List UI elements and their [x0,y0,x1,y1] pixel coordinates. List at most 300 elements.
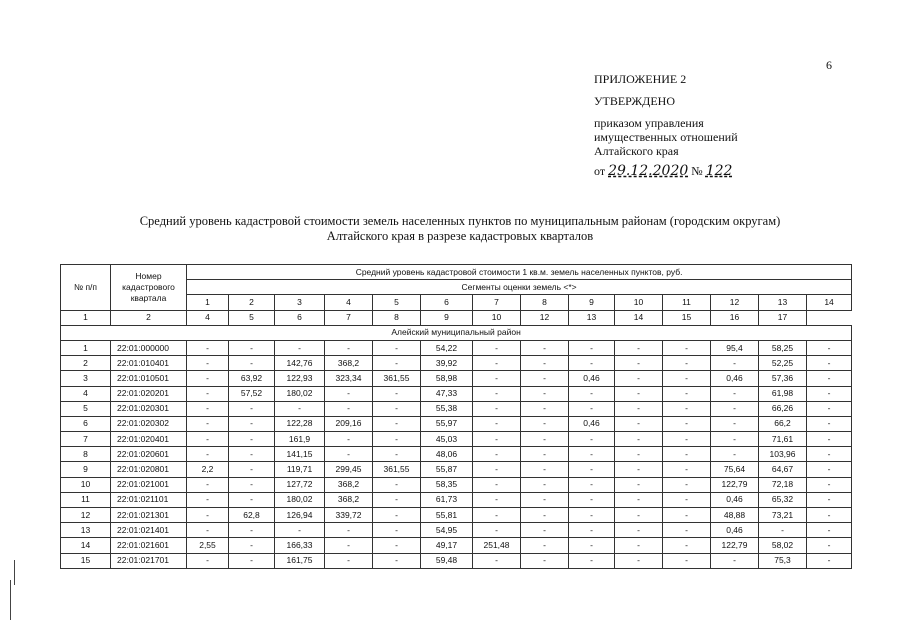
row-number-cell: 1 [61,340,111,355]
value-cell: - [711,386,759,401]
value-cell: - [521,523,569,538]
value-cell: - [807,386,852,401]
value-cell: - [229,538,275,553]
row-number-cell: 12 [61,508,111,523]
segment-number-cell: 3 [275,295,325,310]
value-cell: 72,18 [759,477,807,492]
value-cell: - [325,538,373,553]
segment-number-cell: 7 [473,295,521,310]
value-cell: - [663,477,711,492]
value-cell: - [187,508,229,523]
table-row [61,356,852,371]
value-cell: 48,88 [711,508,759,523]
value-cell: - [663,523,711,538]
title-line-1: Средний уровень кадастровой стоимости земель населенных пунктов по муниципальным районам (городским округам) [139,214,781,228]
value-cell: - [569,538,615,553]
col-quarter-header: Номер кадастрового квартала [111,265,187,311]
table-row [61,492,852,507]
value-cell: - [373,523,421,538]
value-cell: - [473,477,521,492]
value-cell: - [569,356,615,371]
quarter-number-cell: 22:01:021701 [111,553,187,568]
column-index-cell: 14 [615,310,663,325]
value-cell: - [615,356,663,371]
value-cell: - [229,553,275,568]
cadastral-value-table [60,264,852,569]
table-row [61,447,852,462]
column-index-cell: 15 [663,310,711,325]
value-cell: - [807,523,852,538]
value-cell: - [373,432,421,447]
table-row [61,508,852,523]
value-cell: - [569,523,615,538]
value-cell: - [807,538,852,553]
value-cell: 339,72 [325,508,373,523]
value-cell: 66,26 [759,401,807,416]
number-prefix: № [691,164,703,178]
value-cell: 299,45 [325,462,373,477]
value-cell: 39,92 [421,356,473,371]
quarter-number-cell: 22:01:020801 [111,462,187,477]
row-number-cell: 8 [61,447,111,462]
value-cell: - [473,416,521,431]
value-cell: - [615,340,663,355]
row-number-cell: 2 [61,356,111,371]
value-cell: - [473,523,521,538]
table-row [61,538,852,553]
value-cell: - [807,447,852,462]
value-cell: - [473,401,521,416]
value-cell: - [711,553,759,568]
value-cell: 47,33 [421,386,473,401]
value-cell: 251,48 [473,538,521,553]
column-index-cell: 7 [325,310,373,325]
value-cell: - [663,553,711,568]
column-index-cell: 17 [759,310,807,325]
quarter-number-cell: 22:01:020201 [111,386,187,401]
main-header: Средний уровень кадастровой стоимости 1 кв.м. земель населенных пунктов, руб. [187,265,852,280]
value-cell: - [373,386,421,401]
quarter-number-cell: 22:01:010401 [111,356,187,371]
value-cell: 65,32 [759,492,807,507]
quarter-number-cell: 22:01:020601 [111,447,187,462]
approval-block [594,72,738,178]
value-cell: 55,87 [421,462,473,477]
margin-mark [10,580,11,620]
value-cell: - [473,553,521,568]
table-row [61,386,852,401]
value-cell: - [473,386,521,401]
row-number-cell: 3 [61,371,111,386]
value-cell: - [663,371,711,386]
value-cell: 55,81 [421,508,473,523]
segment-number-cell: 10 [615,295,663,310]
value-cell: - [473,462,521,477]
value-cell: 2,55 [187,538,229,553]
quarter-number-cell: 22:01:010501 [111,371,187,386]
value-cell: - [521,416,569,431]
value-cell: - [187,401,229,416]
value-cell: 368,2 [325,356,373,371]
value-cell: - [807,356,852,371]
value-cell: - [711,447,759,462]
value-cell: 75,3 [759,553,807,568]
table-row [61,553,852,568]
value-cell: - [229,447,275,462]
row-number-cell: 4 [61,386,111,401]
value-cell: 54,95 [421,523,473,538]
segment-number-cell: 2 [229,295,275,310]
order-date-line [594,164,738,178]
value-cell: - [473,432,521,447]
value-cell: 57,36 [759,371,807,386]
value-cell: - [373,416,421,431]
value-cell: - [473,508,521,523]
title-line-2: Алтайского края в разрезе кадастровых кварталов [326,229,594,243]
value-cell: 48,06 [421,447,473,462]
value-cell: - [569,492,615,507]
value-cell: - [229,340,275,355]
value-cell: - [807,371,852,386]
value-cell: - [325,401,373,416]
value-cell: - [187,416,229,431]
value-cell: - [521,538,569,553]
value-cell: - [325,447,373,462]
value-cell: - [615,401,663,416]
value-cell: - [615,523,663,538]
row-number-cell: 14 [61,538,111,553]
value-cell: - [373,340,421,355]
value-cell: 0,46 [711,492,759,507]
value-cell: 0,46 [711,523,759,538]
value-cell: - [473,492,521,507]
value-cell: - [807,416,852,431]
value-cell: - [663,538,711,553]
value-cell: - [473,447,521,462]
value-cell: - [615,508,663,523]
value-cell: 58,35 [421,477,473,492]
value-cell: 368,2 [325,477,373,492]
value-cell: - [229,462,275,477]
value-cell: - [275,401,325,416]
value-cell: - [325,523,373,538]
value-cell: 0,46 [711,371,759,386]
value-cell: - [663,432,711,447]
value-cell: - [473,371,521,386]
value-cell: - [187,340,229,355]
value-cell: 180,02 [275,386,325,401]
column-index-cell: 13 [569,310,615,325]
value-cell: - [807,340,852,355]
segment-number-cell: 9 [569,295,615,310]
value-cell: 54,22 [421,340,473,355]
value-cell: - [275,523,325,538]
value-cell: - [615,447,663,462]
value-cell: 103,96 [759,447,807,462]
value-cell: - [187,356,229,371]
value-cell: 166,33 [275,538,325,553]
value-cell: 95,4 [711,340,759,355]
value-cell: - [187,523,229,538]
value-cell: 361,55 [373,371,421,386]
value-cell: 58,98 [421,371,473,386]
value-cell: 0,46 [569,416,615,431]
value-cell: - [373,477,421,492]
value-cell: - [521,492,569,507]
value-cell: - [521,371,569,386]
value-cell: - [325,432,373,447]
value-cell: - [521,462,569,477]
value-cell: 66,2 [759,416,807,431]
value-cell: 61,98 [759,386,807,401]
segments-header: Сегменты оценки земель <*> [187,280,852,295]
row-number-cell: 10 [61,477,111,492]
value-cell: - [711,401,759,416]
segment-number-cell: 1 [187,295,229,310]
value-cell: 58,02 [759,538,807,553]
value-cell: - [569,462,615,477]
value-cell: 122,28 [275,416,325,431]
order-number: 122 [705,163,733,179]
value-cell: - [187,553,229,568]
table-row [61,462,852,477]
value-cell: 141,15 [275,447,325,462]
value-cell: - [807,401,852,416]
value-cell: - [615,416,663,431]
segment-number-cell: 4 [325,295,373,310]
value-cell: - [521,356,569,371]
value-cell: - [615,477,663,492]
value-cell: - [807,462,852,477]
value-cell: - [229,432,275,447]
column-index-cell: 9 [421,310,473,325]
value-cell: - [373,401,421,416]
value-cell: 127,72 [275,477,325,492]
table-row [61,371,852,386]
value-cell: 61,73 [421,492,473,507]
margin-mark [14,560,15,585]
document-title [60,214,860,244]
approved-label: УТВЕРЖДЕНО [594,94,676,108]
table-row [61,432,852,447]
row-number-cell: 7 [61,432,111,447]
value-cell: 64,67 [759,462,807,477]
page-number: 6 [826,58,832,72]
value-cell: 122,93 [275,371,325,386]
value-cell: - [615,492,663,507]
value-cell: - [229,523,275,538]
quarter-number-cell: 22:01:021301 [111,508,187,523]
value-cell: - [807,432,852,447]
value-cell: - [187,477,229,492]
value-cell: - [663,386,711,401]
order-line-3: Алтайского края [594,144,679,158]
order-line-2: имущественных отношений [594,130,738,144]
value-cell: - [663,356,711,371]
value-cell: 73,21 [759,508,807,523]
value-cell: - [373,508,421,523]
segment-number-cell: 6 [421,295,473,310]
value-cell: - [569,553,615,568]
value-cell: - [759,523,807,538]
row-number-cell: 6 [61,416,111,431]
order-line-1: приказом управления [594,116,704,130]
value-cell: - [807,477,852,492]
value-cell: - [663,492,711,507]
value-cell: 75,64 [711,462,759,477]
value-cell: - [373,356,421,371]
value-cell: - [373,492,421,507]
value-cell: 122,79 [711,538,759,553]
column-index-cell: 1 [61,310,111,325]
quarter-number-cell: 22:01:021601 [111,538,187,553]
value-cell: 161,9 [275,432,325,447]
appendix-label: ПРИЛОЖЕНИЕ 2 [594,72,687,86]
column-index-cell: 12 [521,310,569,325]
quarter-number-cell: 22:01:020302 [111,416,187,431]
value-cell: - [663,340,711,355]
value-cell: - [663,508,711,523]
value-cell: - [373,553,421,568]
value-cell: 142,76 [275,356,325,371]
date-prefix: от [594,164,606,178]
value-cell: - [187,492,229,507]
value-cell: - [807,492,852,507]
column-index-cell: 5 [229,310,275,325]
value-cell: - [615,432,663,447]
district-heading: Алейский муниципальный район [61,325,852,340]
quarter-number-cell: 22:01:021401 [111,523,187,538]
value-cell: - [187,447,229,462]
column-index-cell: 16 [711,310,759,325]
value-cell: - [711,356,759,371]
value-cell: - [615,553,663,568]
value-cell: 122,79 [711,477,759,492]
value-cell: - [521,477,569,492]
value-cell: 62,8 [229,508,275,523]
value-cell: 209,16 [325,416,373,431]
value-cell: 361,55 [373,462,421,477]
row-number-cell: 15 [61,553,111,568]
value-cell: - [807,508,852,523]
value-cell: - [615,371,663,386]
row-number-cell: 13 [61,523,111,538]
quarter-number-cell: 22:01:020301 [111,401,187,416]
column-index-cell: 2 [111,310,187,325]
value-cell: 55,38 [421,401,473,416]
value-cell: 49,17 [421,538,473,553]
value-cell: - [663,462,711,477]
value-cell: - [521,553,569,568]
value-cell: - [807,553,852,568]
value-cell: 63,92 [229,371,275,386]
quarter-number-cell: 22:01:021001 [111,477,187,492]
segment-number-cell: 11 [663,295,711,310]
value-cell: - [373,447,421,462]
value-cell: - [521,508,569,523]
value-cell: - [521,447,569,462]
value-cell: 180,02 [275,492,325,507]
value-cell: - [521,386,569,401]
value-cell: - [473,340,521,355]
value-cell: 368,2 [325,492,373,507]
value-cell: - [663,447,711,462]
value-cell: - [569,508,615,523]
column-index-row [61,310,852,325]
value-cell: 45,03 [421,432,473,447]
value-cell: 119,71 [275,462,325,477]
value-cell: - [663,401,711,416]
value-cell: - [569,386,615,401]
quarter-number-cell: 22:01:020401 [111,432,187,447]
value-cell: - [615,538,663,553]
value-cell: 323,34 [325,371,373,386]
row-number-cell: 5 [61,401,111,416]
value-cell: 2,2 [187,462,229,477]
value-cell: - [569,447,615,462]
value-cell: - [187,432,229,447]
row-number-cell: 11 [61,492,111,507]
table-row [61,477,852,492]
segment-number-cell: 14 [807,295,852,310]
segment-number-cell: 5 [373,295,421,310]
value-cell: 52,25 [759,356,807,371]
value-cell: - [615,386,663,401]
value-cell: - [521,340,569,355]
segment-number-cell: 13 [759,295,807,310]
value-cell: 0,46 [569,371,615,386]
order-date: 29.12.2020 [608,163,689,179]
segment-number-cell: 12 [711,295,759,310]
col-num-header: № п/п [61,265,111,311]
value-cell: - [521,401,569,416]
column-index-cell: 6 [275,310,325,325]
value-cell: - [275,340,325,355]
value-cell: - [325,340,373,355]
value-cell: - [325,553,373,568]
table-row [61,340,852,355]
value-cell: - [711,432,759,447]
value-cell: 59,48 [421,553,473,568]
value-cell: - [229,356,275,371]
value-cell: - [373,538,421,553]
value-cell: - [473,356,521,371]
value-cell: - [569,340,615,355]
column-index-cell: 4 [187,310,229,325]
quarter-number-cell: 22:01:021101 [111,492,187,507]
table-row [61,523,852,538]
table-row [61,416,852,431]
value-cell: - [229,401,275,416]
row-number-cell: 9 [61,462,111,477]
segment-number-cell: 8 [521,295,569,310]
value-cell: - [711,416,759,431]
value-cell: - [187,386,229,401]
column-index-cell: 10 [473,310,521,325]
column-index-cell: 8 [373,310,421,325]
value-cell: - [521,432,569,447]
value-cell: 161,75 [275,553,325,568]
value-cell: - [615,462,663,477]
value-cell: 71,61 [759,432,807,447]
value-cell: - [229,477,275,492]
value-cell: - [569,477,615,492]
value-cell: 58,25 [759,340,807,355]
value-cell: - [325,386,373,401]
value-cell: - [663,416,711,431]
value-cell: - [187,371,229,386]
value-cell: 55,97 [421,416,473,431]
